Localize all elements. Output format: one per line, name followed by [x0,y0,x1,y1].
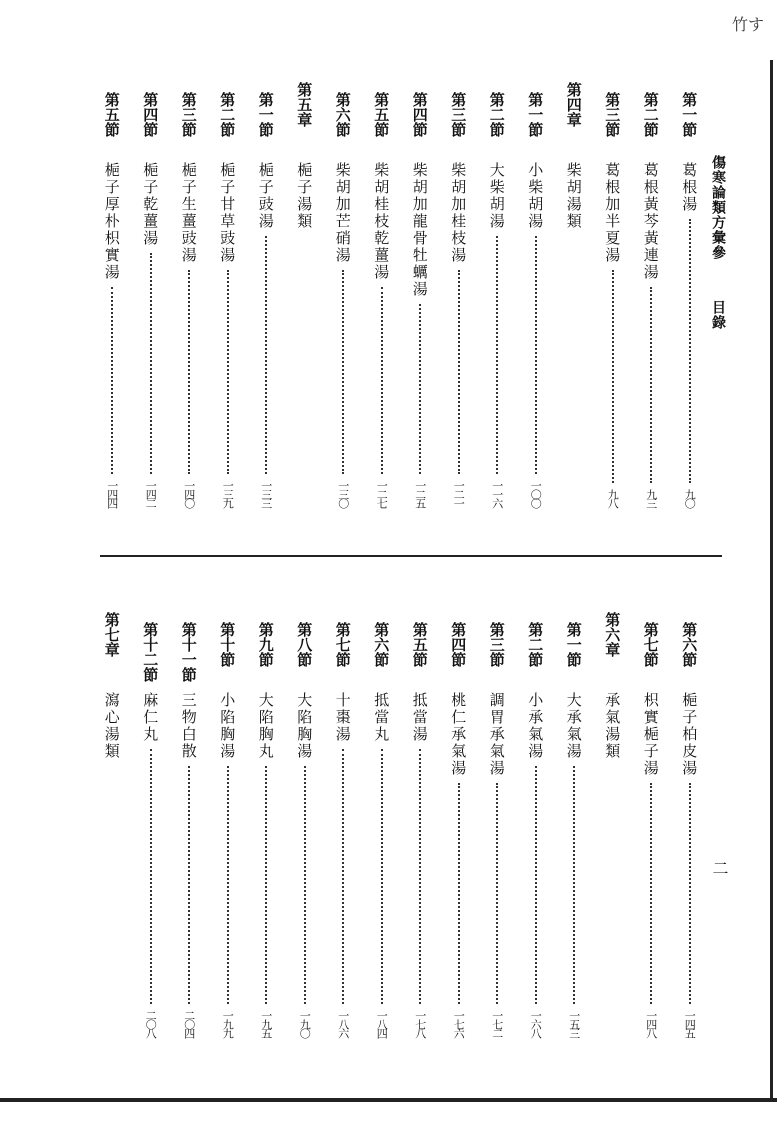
entry-title: 十棗湯 [333,692,352,743]
toc-entry [363,92,402,507]
entry-title: 小承氣湯 [526,692,545,760]
entry-label: 第六章 [603,612,622,657]
toc-entry [517,622,556,1037]
dot-leader [381,287,383,474]
entry-page: 一二一 [452,480,466,507]
toc-entry [632,622,671,1037]
entry-label: 第二節 [218,92,237,137]
toc-entry [324,622,363,1037]
running-header [708,155,728,330]
entry-title: 葛根湯 [680,162,699,213]
entry-page: 一四二 [144,480,158,507]
toc-chapter [93,612,132,1037]
toc-entry [209,92,248,507]
entry-page: 九八 [606,489,620,507]
entry-page: 一七二 [490,1010,504,1037]
dot-leader [342,749,344,1004]
toc-entry [93,92,132,507]
entry-label: 第十二節 [141,622,160,682]
dot-leader [535,766,537,1004]
toc-entry [517,92,556,507]
entry-label: 第七節 [333,622,352,667]
entry-page: 一二五 [413,480,427,507]
toc-entry [324,92,363,507]
entry-title: 大陷胸湯 [295,692,314,760]
entry-title: 柴胡加桂枝湯 [449,162,468,264]
entry-page: 一九〇 [298,1010,312,1037]
entry-label: 第四章 [564,82,583,127]
entry-label: 第二節 [526,622,545,667]
toc-entry [247,92,286,507]
entry-label: 第六節 [680,622,699,667]
entry-title: 大陷胸丸 [256,692,275,760]
entry-title: 抵當丸 [372,692,391,743]
page-edge [770,60,773,1100]
toc-entry [401,622,440,1037]
page-bottom-edge [0,1098,777,1102]
entry-title: 承氣湯類 [603,692,622,760]
entry-title: 梔子生薑豉湯 [179,162,198,264]
toc-entry [478,622,517,1037]
toc-upper-block [93,82,709,507]
toc-entry [401,92,440,507]
entry-page: 一二七 [375,480,389,507]
entry-page: 一八四 [375,1010,389,1037]
entry-page: 一四〇 [182,480,196,507]
entry-title: 桃仁承氣湯 [449,692,468,777]
entry-page: 二〇四 [182,1010,196,1037]
dot-leader [227,270,229,474]
dot-leader [650,287,652,483]
entry-page: 一三三 [259,480,273,507]
entry-page: 一九五 [259,1010,273,1037]
entry-title: 梔子湯類 [295,162,314,230]
entry-label: 第七章 [102,612,121,657]
entry-label: 第八節 [295,622,314,667]
dot-leader [496,783,498,1004]
toc-entry [671,92,710,507]
entry-title: 三物白散 [179,692,198,760]
dot-leader [419,749,421,1004]
entry-label: 第十節 [218,622,237,667]
entry-label: 第一節 [564,622,583,667]
entry-title: 抵當湯 [410,692,429,743]
dot-leader [650,783,652,1004]
entry-label: 第二節 [487,92,506,137]
toc-entry [286,622,325,1037]
divider-line [100,555,722,557]
dot-leader [342,270,344,474]
entry-label: 第四節 [141,92,160,137]
toc-entry [170,622,209,1037]
entry-title: 瀉心湯類 [102,692,121,760]
dot-leader [419,304,421,474]
entry-label: 第二節 [641,92,660,137]
entry-label: 第五節 [410,622,429,667]
entry-label: 第三節 [179,92,198,137]
entry-page: 一四八 [644,1010,658,1037]
dot-leader [265,236,267,474]
toc-entry [132,622,171,1037]
entry-title: 大柴胡湯 [487,162,506,230]
dot-leader [458,783,460,1004]
entry-title: 柴胡桂枝乾薑湯 [372,162,391,281]
entry-page: 一五三 [567,1010,581,1037]
toc-entry [440,622,479,1037]
toc-chapter [286,82,325,507]
entry-title: 葛根黃芩黃連湯 [641,162,660,281]
entry-label: 第三節 [449,92,468,137]
entry-title: 葛根加半夏湯 [603,162,622,264]
entry-label: 第十一節 [179,622,198,682]
entry-label: 第五節 [372,92,391,137]
dot-leader [188,766,190,1004]
toc-entry [478,92,517,507]
entry-page: 一三〇 [336,480,350,507]
dot-leader [573,766,575,1004]
entry-page: 一三九 [221,480,235,507]
toc-entry [247,622,286,1037]
toc-entry [440,92,479,507]
dot-leader [535,236,537,474]
entry-label: 第六節 [333,92,352,137]
toc-lower-block [93,612,709,1037]
dot-leader [458,270,460,474]
toc-entry [671,622,710,1037]
entry-page: 一〇〇 [529,480,543,507]
entry-page: 一九九 [221,1010,235,1037]
dot-leader [304,766,306,1004]
dot-leader [188,270,190,474]
entry-page: 九三 [644,489,658,507]
entry-label: 第七節 [641,622,660,667]
entry-page: 一六八 [529,1010,543,1037]
entry-title: 梔子豉湯 [256,162,275,230]
entry-title: 梔子乾薑湯 [141,162,160,247]
entry-title: 調胃承氣湯 [487,692,506,777]
toc-entry [594,92,633,507]
dot-leader [150,749,152,1004]
toc-entry [170,92,209,507]
dot-leader [381,749,383,1004]
entry-label: 第五章 [295,82,314,127]
entry-page: 一四四 [105,480,119,507]
toc-entry [132,92,171,507]
entry-title: 柴胡湯類 [564,162,583,230]
entry-page: 一四五 [683,1010,697,1037]
entry-title: 小陷胸湯 [218,692,237,760]
dot-leader [689,783,691,1004]
entry-page: 一八六 [336,1010,350,1037]
entry-label: 第四節 [449,622,468,667]
entry-title: 小柴胡湯 [526,162,545,230]
entry-title: 麻仁丸 [141,692,160,743]
entry-label: 第六節 [372,622,391,667]
entry-label: 第四節 [410,92,429,137]
entry-page: 九〇 [683,489,697,507]
dot-leader [265,766,267,1004]
dot-leader [227,766,229,1004]
toc-entry [363,622,402,1037]
entry-page: 一一六 [490,480,504,507]
entry-title: 大承氣湯 [564,692,583,760]
entry-title: 枳實梔子湯 [641,692,660,777]
book-title: 傷寒論類方彙參 [710,155,726,260]
dot-leader [111,287,113,474]
entry-page: 二〇八 [144,1010,158,1037]
handwritten-mark: 竹す [732,15,765,34]
toc-entry [632,92,671,507]
entry-page: 一七八 [413,1010,427,1037]
entry-title: 梔子柏皮湯 [680,692,699,777]
entry-label: 第一節 [256,92,275,137]
entry-label: 第一節 [680,92,699,137]
dot-leader [150,253,152,474]
dot-leader [496,236,498,474]
dot-leader [612,270,614,483]
dot-leader [689,219,691,483]
entry-title: 梔子厚朴枳實湯 [102,162,121,281]
entry-title: 柴胡加龍骨牡蠣湯 [410,162,429,298]
entry-page: 一七六 [452,1010,466,1037]
entry-label: 第五節 [102,92,121,137]
entry-title: 梔子甘草豉湯 [218,162,237,264]
section-title: 目錄 [710,300,726,330]
entry-title: 柴胡加芒硝湯 [333,162,352,264]
entry-label: 第九節 [256,622,275,667]
toc-chapter [555,82,594,507]
entry-label: 第三節 [487,622,506,667]
page-number: 二 [710,860,729,876]
toc-chapter [594,612,633,1037]
entry-label: 第一節 [526,92,545,137]
toc-entry [209,622,248,1037]
toc-entry [555,622,594,1037]
entry-label: 第三節 [603,92,622,137]
